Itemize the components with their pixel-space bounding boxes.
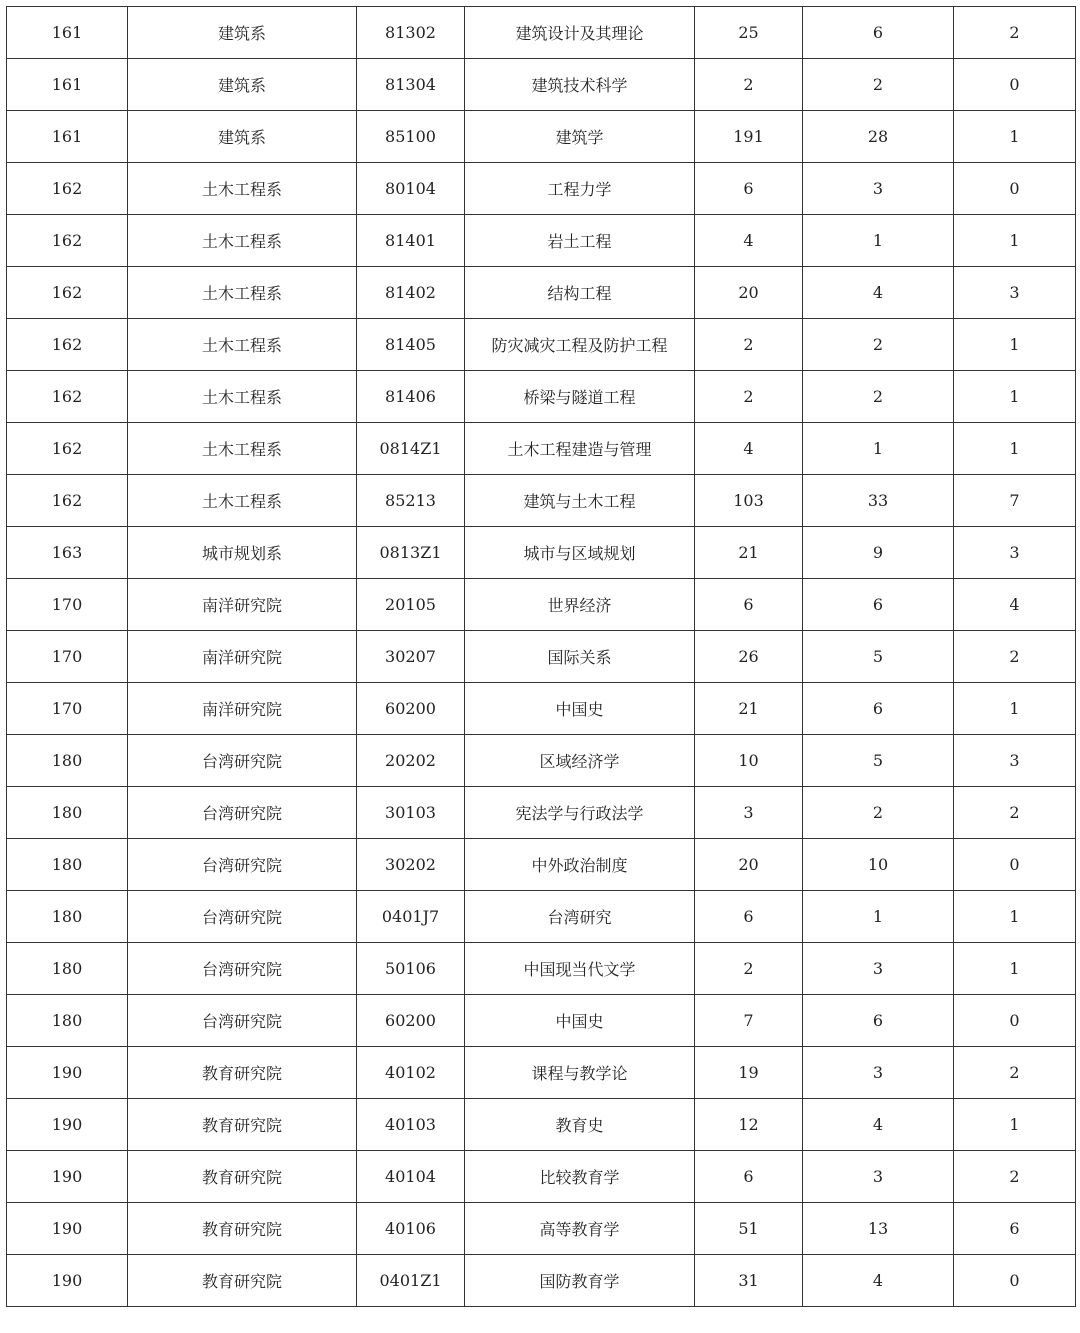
major-name-cell: 土木工程建造与管理 <box>465 423 695 475</box>
table-row <box>7 787 1076 839</box>
dept-code-cell: 190 <box>7 1255 128 1307</box>
major-name-cell: 区域经济学 <box>465 735 695 787</box>
admitted-cell: 3 <box>803 1047 954 1099</box>
table-row <box>7 1047 1076 1099</box>
admitted-cell: 33 <box>803 475 954 527</box>
dept-code-cell: 162 <box>7 163 128 215</box>
applicants-cell: 12 <box>695 1099 803 1151</box>
exempt-cell: 0 <box>954 1255 1076 1307</box>
exempt-cell: 2 <box>954 1047 1076 1099</box>
table-row <box>7 163 1076 215</box>
admitted-cell: 6 <box>803 683 954 735</box>
admitted-cell: 2 <box>803 371 954 423</box>
dept-name-cell: 台湾研究院 <box>128 735 357 787</box>
exempt-cell: 1 <box>954 371 1076 423</box>
dept-name-cell: 土木工程系 <box>128 475 357 527</box>
exempt-cell: 7 <box>954 475 1076 527</box>
dept-name-cell: 城市规划系 <box>128 527 357 579</box>
table-row <box>7 1151 1076 1203</box>
major-code-cell: 81405 <box>357 319 465 371</box>
major-code-cell: 30207 <box>357 631 465 683</box>
admitted-cell: 6 <box>803 7 954 59</box>
table-row <box>7 579 1076 631</box>
admitted-cell: 5 <box>803 631 954 683</box>
dept-code-cell: 163 <box>7 527 128 579</box>
dept-code-cell: 162 <box>7 215 128 267</box>
major-name-cell: 防灾减灾工程及防护工程 <box>465 319 695 371</box>
applicants-cell: 21 <box>695 683 803 735</box>
applicants-cell: 21 <box>695 527 803 579</box>
table-row <box>7 423 1076 475</box>
dept-code-cell: 161 <box>7 7 128 59</box>
dept-name-cell: 教育研究院 <box>128 1099 357 1151</box>
admitted-cell: 1 <box>803 215 954 267</box>
dept-name-cell: 土木工程系 <box>128 371 357 423</box>
exempt-cell: 4 <box>954 579 1076 631</box>
dept-code-cell: 162 <box>7 371 128 423</box>
exempt-cell: 3 <box>954 267 1076 319</box>
applicants-cell: 2 <box>695 319 803 371</box>
exempt-cell: 0 <box>954 995 1076 1047</box>
major-name-cell: 建筑与土木工程 <box>465 475 695 527</box>
dept-code-cell: 180 <box>7 839 128 891</box>
major-name-cell: 桥梁与隧道工程 <box>465 371 695 423</box>
major-name-cell: 建筑设计及其理论 <box>465 7 695 59</box>
major-code-cell: 0401J7 <box>357 891 465 943</box>
major-name-cell: 城市与区域规划 <box>465 527 695 579</box>
major-code-cell: 30103 <box>357 787 465 839</box>
major-name-cell: 宪法学与行政法学 <box>465 787 695 839</box>
dept-name-cell: 台湾研究院 <box>128 943 357 995</box>
exempt-cell: 1 <box>954 215 1076 267</box>
major-name-cell: 比较教育学 <box>465 1151 695 1203</box>
dept-code-cell: 170 <box>7 579 128 631</box>
major-code-cell: 0813Z1 <box>357 527 465 579</box>
dept-code-cell: 162 <box>7 267 128 319</box>
applicants-cell: 4 <box>695 215 803 267</box>
exempt-cell: 6 <box>954 1203 1076 1255</box>
dept-name-cell: 土木工程系 <box>128 267 357 319</box>
table-row <box>7 59 1076 111</box>
major-code-cell: 81304 <box>357 59 465 111</box>
major-name-cell: 建筑技术科学 <box>465 59 695 111</box>
admitted-cell: 1 <box>803 891 954 943</box>
major-name-cell: 中国现当代文学 <box>465 943 695 995</box>
exempt-cell: 2 <box>954 787 1076 839</box>
dept-name-cell: 土木工程系 <box>128 163 357 215</box>
exempt-cell: 1 <box>954 111 1076 163</box>
applicants-cell: 10 <box>695 735 803 787</box>
major-name-cell: 岩土工程 <box>465 215 695 267</box>
applicants-cell: 26 <box>695 631 803 683</box>
dept-code-cell: 180 <box>7 891 128 943</box>
dept-name-cell: 台湾研究院 <box>128 995 357 1047</box>
table-row <box>7 267 1076 319</box>
table-row <box>7 891 1076 943</box>
table-row <box>7 527 1076 579</box>
table-row <box>7 1099 1076 1151</box>
table-row <box>7 1203 1076 1255</box>
applicants-cell: 6 <box>695 163 803 215</box>
exempt-cell: 1 <box>954 1099 1076 1151</box>
major-code-cell: 80104 <box>357 163 465 215</box>
dept-name-cell: 南洋研究院 <box>128 683 357 735</box>
major-code-cell: 60200 <box>357 683 465 735</box>
table-row <box>7 1255 1076 1307</box>
major-name-cell: 中外政治制度 <box>465 839 695 891</box>
admitted-cell: 3 <box>803 1151 954 1203</box>
dept-code-cell: 162 <box>7 319 128 371</box>
major-code-cell: 81402 <box>357 267 465 319</box>
major-code-cell: 85213 <box>357 475 465 527</box>
major-name-cell: 世界经济 <box>465 579 695 631</box>
dept-name-cell: 建筑系 <box>128 7 357 59</box>
major-name-cell: 中国史 <box>465 995 695 1047</box>
table-row <box>7 319 1076 371</box>
applicants-cell: 3 <box>695 787 803 839</box>
major-code-cell: 0401Z1 <box>357 1255 465 1307</box>
admitted-cell: 4 <box>803 1255 954 1307</box>
major-name-cell: 国防教育学 <box>465 1255 695 1307</box>
applicants-cell: 51 <box>695 1203 803 1255</box>
dept-name-cell: 教育研究院 <box>128 1255 357 1307</box>
table-row <box>7 111 1076 163</box>
major-name-cell: 高等教育学 <box>465 1203 695 1255</box>
admitted-cell: 2 <box>803 59 954 111</box>
major-code-cell: 50106 <box>357 943 465 995</box>
major-code-cell: 30202 <box>357 839 465 891</box>
dept-name-cell: 土木工程系 <box>128 319 357 371</box>
major-code-cell: 40104 <box>357 1151 465 1203</box>
major-name-cell: 建筑学 <box>465 111 695 163</box>
dept-name-cell: 建筑系 <box>128 111 357 163</box>
applicants-cell: 7 <box>695 995 803 1047</box>
dept-code-cell: 170 <box>7 683 128 735</box>
exempt-cell: 0 <box>954 59 1076 111</box>
exempt-cell: 1 <box>954 423 1076 475</box>
table-body <box>7 7 1076 1307</box>
major-code-cell: 20105 <box>357 579 465 631</box>
admitted-cell: 6 <box>803 579 954 631</box>
dept-code-cell: 190 <box>7 1047 128 1099</box>
table-row <box>7 7 1076 59</box>
applicants-cell: 103 <box>695 475 803 527</box>
table-row <box>7 475 1076 527</box>
admitted-cell: 10 <box>803 839 954 891</box>
dept-code-cell: 162 <box>7 423 128 475</box>
table-row <box>7 839 1076 891</box>
admitted-cell: 2 <box>803 319 954 371</box>
major-name-cell: 结构工程 <box>465 267 695 319</box>
applicants-cell: 2 <box>695 943 803 995</box>
dept-name-cell: 台湾研究院 <box>128 839 357 891</box>
admitted-cell: 4 <box>803 267 954 319</box>
admitted-cell: 9 <box>803 527 954 579</box>
dept-code-cell: 161 <box>7 111 128 163</box>
major-code-cell: 40102 <box>357 1047 465 1099</box>
major-code-cell: 81401 <box>357 215 465 267</box>
admitted-cell: 1 <box>803 423 954 475</box>
major-name-cell: 工程力学 <box>465 163 695 215</box>
major-name-cell: 课程与教学论 <box>465 1047 695 1099</box>
exempt-cell: 3 <box>954 527 1076 579</box>
table-row <box>7 371 1076 423</box>
major-code-cell: 60200 <box>357 995 465 1047</box>
major-code-cell: 81302 <box>357 7 465 59</box>
applicants-cell: 6 <box>695 1151 803 1203</box>
exempt-cell: 1 <box>954 943 1076 995</box>
dept-name-cell: 教育研究院 <box>128 1151 357 1203</box>
dept-code-cell: 180 <box>7 943 128 995</box>
admitted-cell: 4 <box>803 1099 954 1151</box>
major-name-cell: 教育史 <box>465 1099 695 1151</box>
dept-name-cell: 土木工程系 <box>128 423 357 475</box>
table-row <box>7 683 1076 735</box>
table-row <box>7 215 1076 267</box>
major-name-cell: 国际关系 <box>465 631 695 683</box>
dept-name-cell: 教育研究院 <box>128 1047 357 1099</box>
admitted-cell: 5 <box>803 735 954 787</box>
exempt-cell: 0 <box>954 163 1076 215</box>
dept-name-cell: 土木工程系 <box>128 215 357 267</box>
applicants-cell: 6 <box>695 891 803 943</box>
admitted-cell: 3 <box>803 163 954 215</box>
dept-name-cell: 台湾研究院 <box>128 891 357 943</box>
applicants-cell: 25 <box>695 7 803 59</box>
exempt-cell: 3 <box>954 735 1076 787</box>
applicants-cell: 2 <box>695 371 803 423</box>
major-code-cell: 85100 <box>357 111 465 163</box>
major-code-cell: 81406 <box>357 371 465 423</box>
admitted-cell: 13 <box>803 1203 954 1255</box>
dept-name-cell: 南洋研究院 <box>128 579 357 631</box>
major-name-cell: 台湾研究 <box>465 891 695 943</box>
table-row <box>7 631 1076 683</box>
applicants-cell: 31 <box>695 1255 803 1307</box>
applicants-cell: 4 <box>695 423 803 475</box>
exempt-cell: 2 <box>954 7 1076 59</box>
admitted-cell: 6 <box>803 995 954 1047</box>
major-name-cell: 中国史 <box>465 683 695 735</box>
dept-code-cell: 180 <box>7 995 128 1047</box>
dept-name-cell: 南洋研究院 <box>128 631 357 683</box>
dept-name-cell: 教育研究院 <box>128 1203 357 1255</box>
admissions-table <box>6 6 1076 1307</box>
dept-name-cell: 台湾研究院 <box>128 787 357 839</box>
exempt-cell: 1 <box>954 319 1076 371</box>
dept-code-cell: 162 <box>7 475 128 527</box>
dept-code-cell: 190 <box>7 1203 128 1255</box>
major-code-cell: 40103 <box>357 1099 465 1151</box>
dept-code-cell: 190 <box>7 1151 128 1203</box>
dept-code-cell: 180 <box>7 735 128 787</box>
dept-code-cell: 180 <box>7 787 128 839</box>
exempt-cell: 2 <box>954 631 1076 683</box>
major-code-cell: 0814Z1 <box>357 423 465 475</box>
exempt-cell: 2 <box>954 1151 1076 1203</box>
major-code-cell: 40106 <box>357 1203 465 1255</box>
major-code-cell: 20202 <box>357 735 465 787</box>
table-row <box>7 995 1076 1047</box>
applicants-cell: 19 <box>695 1047 803 1099</box>
dept-code-cell: 190 <box>7 1099 128 1151</box>
dept-name-cell: 建筑系 <box>128 59 357 111</box>
admitted-cell: 3 <box>803 943 954 995</box>
dept-code-cell: 170 <box>7 631 128 683</box>
exempt-cell: 0 <box>954 839 1076 891</box>
applicants-cell: 191 <box>695 111 803 163</box>
table-row <box>7 943 1076 995</box>
applicants-cell: 6 <box>695 579 803 631</box>
applicants-cell: 20 <box>695 839 803 891</box>
exempt-cell: 1 <box>954 683 1076 735</box>
applicants-cell: 20 <box>695 267 803 319</box>
exempt-cell: 1 <box>954 891 1076 943</box>
table-row <box>7 735 1076 787</box>
admitted-cell: 28 <box>803 111 954 163</box>
applicants-cell: 2 <box>695 59 803 111</box>
admitted-cell: 2 <box>803 787 954 839</box>
dept-code-cell: 161 <box>7 59 128 111</box>
